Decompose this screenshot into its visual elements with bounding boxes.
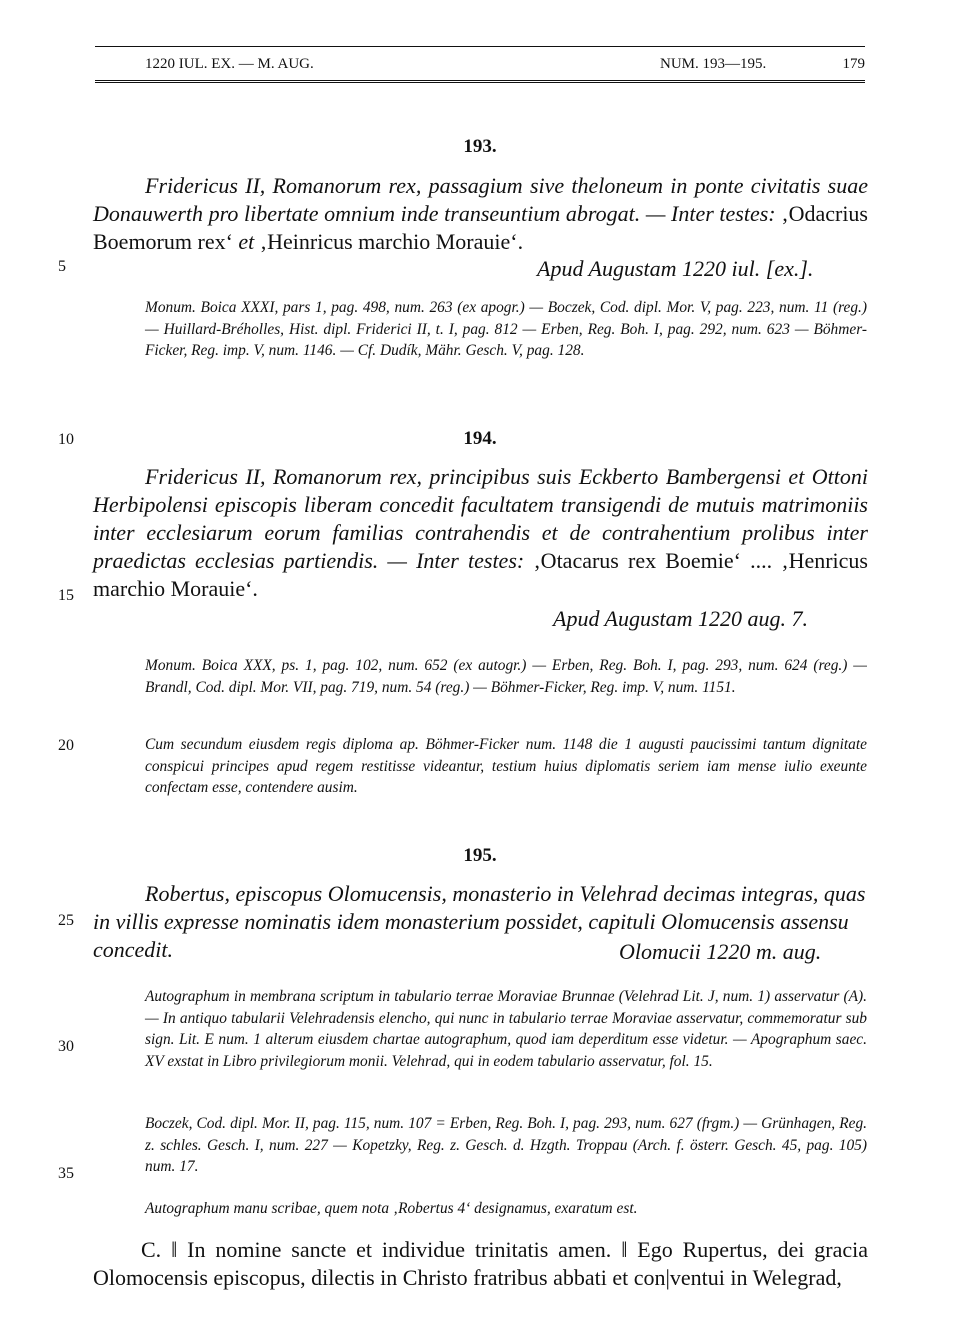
doc-195-charter-text: C. ǁ In nomine sancte et individue trinitatis amen. ǁ Ego Rupertus, dei gracia Olomocensis episcopus, dilectis in Christo fratribus abbati et con|ventui in Welegrad, xyxy=(93,1237,868,1290)
doc-194-note-2: Cum secundum eiusdem regis diploma ap. Böhmer-Ficker num. 1148 die 1 augusti paucissimi tantum dignitate conspicui principes apud regem restitisse videantur, testium huius diplomatis seriem iam mense iulio exeunte confectam esse, contendere ausim. xyxy=(145,736,867,796)
line-number-25: 25 xyxy=(58,912,74,929)
line-number-5: 5 xyxy=(58,258,66,275)
doc-193-number: 193. xyxy=(463,136,497,157)
header-numbers: NUM. 193—195. xyxy=(660,56,767,72)
header-bottom-rule xyxy=(95,80,865,83)
page-number: 179 xyxy=(842,56,865,72)
doc-193-summary-block xyxy=(93,172,868,256)
doc-194-number: 194. xyxy=(463,428,497,449)
line-number-10: 10 xyxy=(58,431,74,448)
line-number-15: 15 xyxy=(58,587,74,604)
doc-193-summary: Fridericus II, Romanorum rex, passagium sive theloneum in ponte civitatis suae Donauwerth pro libertate omnium inde transeuntium abrogat. — Inter testes: ‚Odacrius Boemorum rex‘ et ‚Heinricus marchio Morauie‘. xyxy=(93,173,868,254)
header-date-range: 1220 IUL. EX. — M. AUG. xyxy=(145,56,314,72)
doc-194-summary-block xyxy=(93,463,868,603)
doc-195-summary: Robertus, episcopus Olomucensis, monasterio in Velehrad decimas integras, quas in villis expresse nominatis idem monasterium possidet, capituli Olomucensis assensu concedit. xyxy=(93,881,866,962)
doc-195-note-3: Autographum manu scribae, quem nota ‚Robertus 4‘ designamus, exaratum est. xyxy=(145,1200,638,1217)
doc-194-summary: Fridericus II, Romanorum rex, principibus suis Eckberto Bambergensi et Ottoni Herbipolensi episcopis liberam concedit facultatem transigendi de mutuis matrimoniis inter ecclesiarum eorum familias contrahendis et de contrahentium prolibus inter praedictas ecclesias partiendis. — Inter testes: ‚Otacarus rex Boemie‘ .... ‚Henricus marchio Morauie‘. xyxy=(93,464,868,601)
doc-193-note: Monum. Boica XXXI, pars 1, pag. 498, num. 263 (ex apogr.) — Boczek, Cod. dipl. Mor. V, pag. 223, num. 11 (reg.) — Huillard-Bréholles, Hist. dipl. Friderici II, t. I, pag. 812 — Erben, Reg. Boh. I, pag. 292, num. 623 — Böhmer-Ficker, Reg. imp. V, num. 1146. — Cf. Dudík, Mähr. Gesch. V, pag. 128. xyxy=(145,299,867,359)
line-number-20: 20 xyxy=(58,737,74,754)
line-number-35: 35 xyxy=(58,1165,74,1182)
doc-195-place-date: Olomucii 1220 m. aug. xyxy=(619,939,822,964)
doc-193-place-date: Apud Augustam 1220 iul. [ex.]. xyxy=(537,256,814,281)
doc-194-note-1: Monum. Boica XXX, ps. 1, pag. 102, num. 652 (ex autogr.) — Erben, Reg. Boh. I, pag. 293, num. 624 (reg.) — Brandl, Cod. dipl. Mor. VII, pag. 719, num. 54 (reg.) — Böhmer-Ficker, Reg. imp. V, num. 1151. xyxy=(145,657,867,696)
doc-194-place-date: Apud Augustam 1220 aug. 7. xyxy=(553,606,809,631)
doc-195-note-1: Autographum in membrana scriptum in tabulario terrae Moraviae Brunnae (Velehrad Lit. J, num. 1) asservatur (A). — In antiquo tabularii Velehradensis elencho, qui nunc in tabulario terrae Moraviae asservatur, commemoratur sub sign. Lit. E num. 1 alterum eiusdem chartae autographum, quod iam deperditum esse videtur. — Apographum saec. XV exstat in Libro privilegiorum monii. Velehrad, qui in eodem tabulario asservatur, fol. 15. xyxy=(145,988,867,1070)
doc-195-number: 195. xyxy=(463,845,497,866)
doc-195-note-2: Boczek, Cod. dipl. Mor. II, pag. 115, num. 107 = Erben, Reg. Boh. I, pag. 293, num. 627 (frgm.) — Grünhagen, Reg. z. schles. Gesch. I, num. 227 — Kopetzky, Reg. z. Gesch. d. Hzgth. Troppau (Arch. f. österr. Gesch. 45, pag. 105) num. 17. xyxy=(145,1115,867,1175)
line-number-30: 30 xyxy=(58,1038,74,1055)
running-header xyxy=(95,46,865,83)
